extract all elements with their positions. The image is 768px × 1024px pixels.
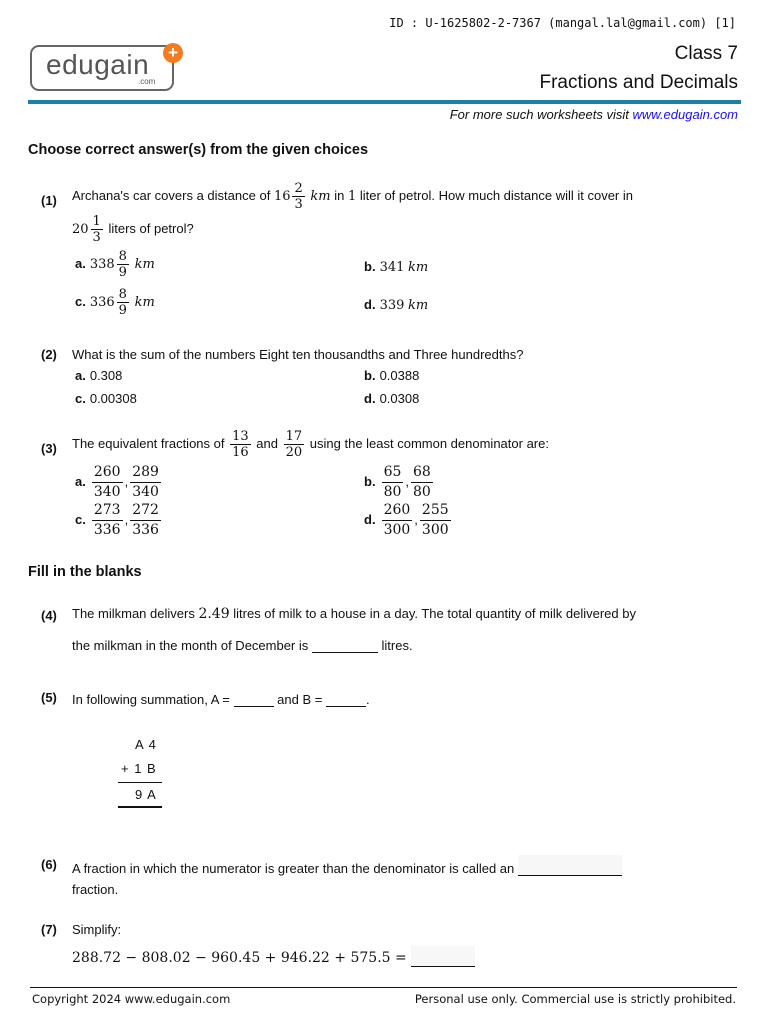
footer-rule bbox=[30, 987, 737, 988]
q2-option-a[interactable]: a. 0.308 bbox=[75, 368, 123, 383]
q2-option-c[interactable]: c. 0.00308 bbox=[75, 391, 137, 406]
summation-row-1: A 4 bbox=[135, 737, 157, 752]
summation-line-bottom bbox=[118, 806, 162, 808]
section-heading-fill: Fill in the blanks bbox=[28, 564, 142, 580]
section-heading-choose: Choose correct answer(s) from the given choices bbox=[28, 142, 369, 158]
q5-blank-a[interactable] bbox=[234, 688, 274, 707]
q3-option-c[interactable]: c. $\frac{273}{336}$ , $\frac{272}{336}$ bbox=[75, 502, 159, 538]
q2-text: What is the sum of the numbers Eight ten thousandths and Three hundredths? bbox=[72, 347, 524, 362]
worksheet-id: ID : U-1625802-2-7367 (mangal.lal@gmail.com) [1] bbox=[389, 16, 736, 30]
q4-line2: the milkman in the month of December is litres. bbox=[72, 634, 413, 653]
q5-number: (5) bbox=[41, 690, 57, 705]
footer-copyright: Copyright 2024 www.edugain.com bbox=[32, 992, 231, 1006]
q3-text: The equivalent fractions of $\frac{13}{16}$ and $\frac{17}{20}$ using the least common denominator are: bbox=[72, 429, 549, 460]
q1-option-c[interactable]: c. 336 $\frac{8}{9}$ km bbox=[75, 287, 155, 318]
edugain-link[interactable]: www.edugain.com bbox=[632, 107, 738, 122]
more-worksheets: For more such worksheets visit www.edugain.com bbox=[449, 107, 738, 122]
q4-line1: The milkman delivers 2.49 litres of milk to a house in a day. The total quantity of milk delivered by bbox=[72, 606, 636, 622]
q1-line2: 20 $\frac{1}{3}$ liters of petrol? bbox=[72, 214, 194, 245]
q4-number: (4) bbox=[41, 608, 57, 623]
q6-line2: fraction. bbox=[72, 882, 119, 897]
q7-answer-blank[interactable] bbox=[411, 946, 475, 967]
q2-option-d[interactable]: d. 0.0308 bbox=[364, 391, 420, 406]
summation-row-3: 9 A bbox=[135, 787, 157, 802]
q1-option-a[interactable]: a. 338 $\frac{8}{9}$ km bbox=[75, 249, 155, 280]
summation-line-top bbox=[118, 782, 162, 783]
q6-answer-blank[interactable] bbox=[518, 855, 622, 876]
q6-number: (6) bbox=[41, 857, 57, 872]
q3-number: (3) bbox=[41, 441, 57, 456]
logo-plus-icon: + bbox=[163, 43, 183, 63]
q1-number: (1) bbox=[41, 193, 57, 208]
q7-label: Simplify: bbox=[72, 922, 122, 937]
logo-sub: .com bbox=[138, 77, 156, 86]
q7-number: (7) bbox=[41, 922, 57, 937]
q1-option-b[interactable]: b. 341 km bbox=[364, 259, 429, 275]
header-rule bbox=[28, 100, 741, 104]
q4-answer-blank[interactable] bbox=[312, 634, 378, 653]
q2-option-b[interactable]: b. 0.0388 bbox=[364, 368, 420, 383]
q1-line1: Archana's car covers a distance of 16 $\frac{2}{3}$ km in 1 liter of petrol. How much distance will it cover in bbox=[72, 181, 633, 212]
edugain-logo[interactable] bbox=[30, 45, 174, 91]
page-title: Fractions and Decimals bbox=[539, 72, 738, 93]
q7-expression: 288.72 − 808.02 − 960.45 + 946.22 + 575.5 = bbox=[72, 946, 475, 967]
class-label: Class 7 bbox=[674, 43, 738, 64]
q3-option-b[interactable]: b. $\frac{65}{80}$ , $\frac{68}{80}$ bbox=[364, 464, 431, 500]
q3-option-d[interactable]: d. $\frac{260}{300}$ , $\frac{255}{300}$ bbox=[364, 502, 449, 538]
footer-notice: Personal use only. Commercial use is strictly prohibited. bbox=[414, 992, 736, 1006]
q1-option-d[interactable]: d. 339 km bbox=[364, 297, 429, 313]
logo-text: edugain bbox=[46, 49, 150, 80]
q5-blank-b[interactable] bbox=[326, 688, 366, 707]
q5-text: In following summation, A = and B = . bbox=[72, 688, 370, 707]
q6-line1: A fraction in which the numerator is greater than the denominator is called an bbox=[72, 855, 622, 876]
summation-row-2: + 1 B bbox=[121, 761, 157, 776]
q3-option-a[interactable]: a. $\frac{260}{340}$ , $\frac{289}{340}$ bbox=[75, 464, 159, 500]
q2-number: (2) bbox=[41, 347, 57, 362]
